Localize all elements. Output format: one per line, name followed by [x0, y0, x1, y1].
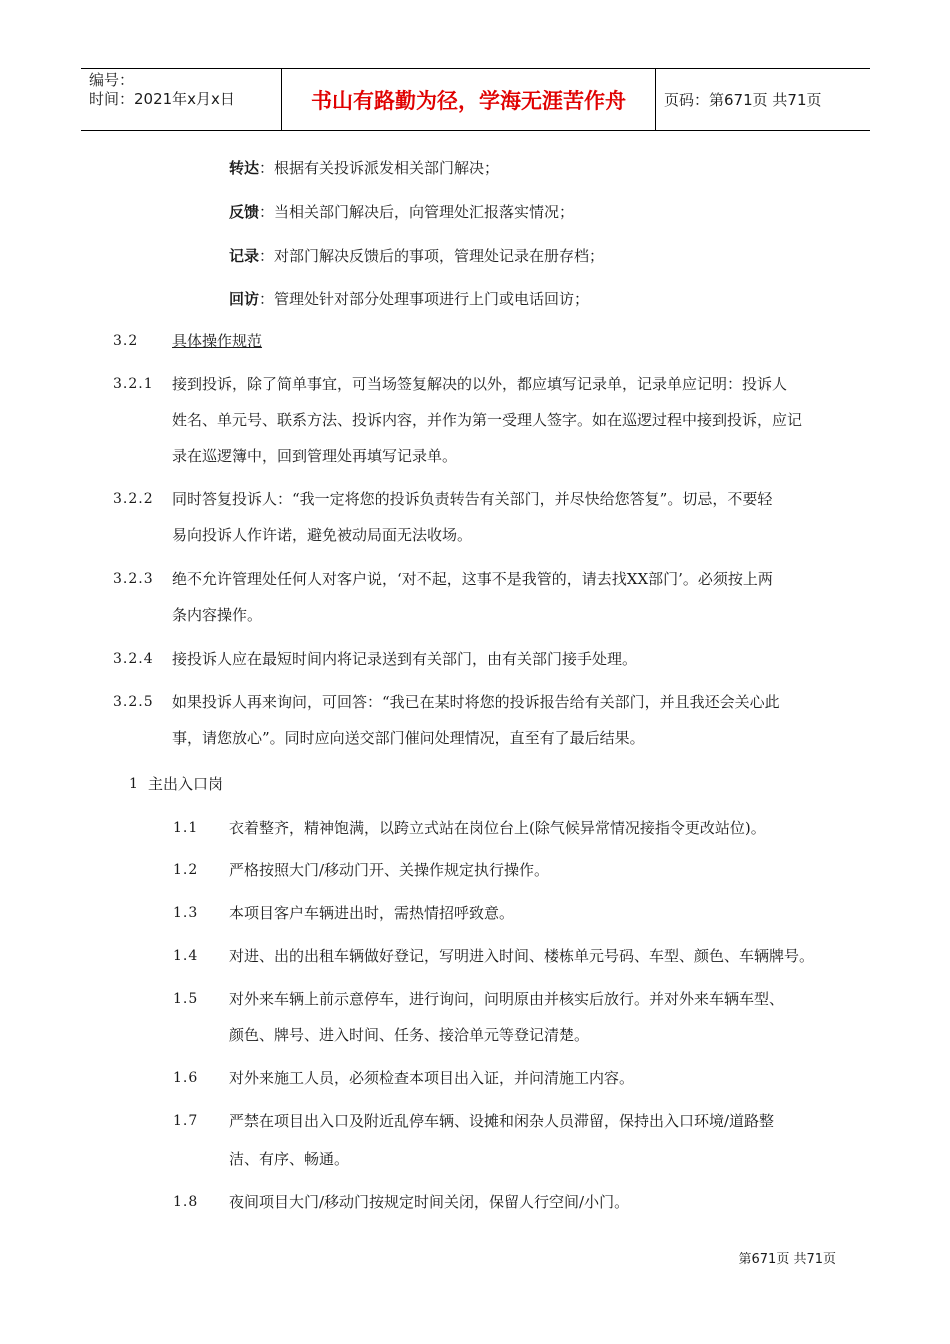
header-meta	[89, 71, 235, 109]
section-title: 具体操作规范	[172, 332, 263, 350]
item-text: 事，请您放心”。同时应向送交部门催问处理情况，直至有了最后结果。	[172, 729, 645, 747]
item-number: 1.2	[173, 862, 199, 878]
item-number: 3.2.3	[113, 571, 154, 587]
item-text: 对外来车辆上前示意停车，进行询问，问明原由并核实后放行。并对外来车辆车型、	[229, 990, 785, 1008]
item-number: 1.6	[173, 1070, 199, 1086]
item-text: 严格按照大门/移动门开、关操作规定执行操作。	[229, 861, 550, 879]
header-motto: 书山有路勤为径，学海无涯苦作舟	[311, 88, 626, 113]
intro-line	[229, 289, 589, 309]
section-number: 3.2	[113, 333, 139, 349]
item-text: 对进、出的出租车辆做好登记，写明进入时间、楼栋单元号码、车型、颜色、车辆牌号。	[229, 947, 815, 965]
item-number: 1.1	[173, 820, 199, 836]
item-text: 姓名、单元号、联系方法、投诉内容，并作为第一受理人签字。如在巡逻过程中接到投诉，应记	[172, 411, 803, 429]
item-number: 1.8	[173, 1194, 199, 1210]
section-number: 1	[129, 776, 139, 792]
intro-line	[229, 158, 499, 178]
item-number: 1.4	[173, 948, 199, 964]
header-page-label: 页码：第671页 共71页	[664, 91, 822, 109]
section-title: 主出入口岗	[148, 775, 224, 793]
item-text: 接投诉人应在最短时间内将记录送到有关部门，由有关部门接手处理。	[172, 650, 638, 668]
item-text: 接到投诉，除了简单事宜，可当场签复解决的以外，都应填写记录单，记录单应记明：投诉人	[172, 375, 788, 393]
intro-term: 记录	[229, 247, 260, 265]
item-text: 录在巡逻簿中，回到管理处再填写记录单。	[172, 447, 458, 465]
item-text: 条内容操作。	[172, 606, 263, 624]
time-label: 时间：2021年x月x日	[89, 90, 235, 108]
intro-term: 回访	[229, 290, 260, 308]
item-text: 易向投诉人作许诺，避免被动局面无法收场。	[172, 526, 473, 544]
intro-line	[229, 246, 604, 266]
page-header	[81, 68, 870, 131]
intro-text: ：当相关部门解决后，向管理处汇报落实情况；	[259, 203, 575, 221]
item-text: 本项目客户车辆进出时，需热情招呼致意。	[229, 904, 515, 922]
intro-line	[229, 202, 574, 222]
intro-term: 反馈	[229, 203, 260, 221]
intro-text: ：管理处针对部分处理事项进行上门或电话回访；	[259, 290, 590, 308]
page-footer: 第671页 共71页	[738, 1252, 836, 1267]
item-text: 严禁在项目出入口及附近乱停车辆、设摊和闲杂人员滞留，保持出入口环境/道路整	[229, 1112, 775, 1130]
item-text: 颜色、牌号、进入时间、任务、接洽单元等登记清楚。	[229, 1026, 590, 1044]
item-number: 1.7	[173, 1113, 199, 1129]
item-number: 3.2.2	[113, 491, 154, 507]
item-number: 1.3	[173, 905, 199, 921]
item-number: 3.2.4	[113, 651, 154, 667]
intro-text: ：对部门解决反馈后的事项，管理处记录在册存档；	[259, 247, 605, 265]
item-text: 对外来施工人员，必须检查本项目出入证，并问清施工内容。	[229, 1069, 635, 1087]
intro-text: ：根据有关投诉派发相关部门解决；	[259, 159, 500, 177]
item-text: 如果投诉人再来询问，可回答：“我已在某时将您的投诉报告给有关部门，并且我还会关心此	[172, 693, 780, 711]
item-text: 洁、有序、畅通。	[229, 1150, 350, 1168]
item-text: 绝不允许管理处任何人对客户说，‘对不起，这事不是我管的，请去找XX部门’。必须按上两	[172, 570, 773, 588]
item-text: 同时答复投诉人：“我一定将您的投诉负责转告有关部门，并尽快给您答复”。切忌，不要轻	[172, 490, 773, 508]
item-number: 3.2.5	[113, 694, 154, 710]
item-number: 3.2.1	[113, 376, 154, 392]
intro-term: 转达	[229, 159, 260, 177]
code-label: 编号：	[89, 71, 135, 89]
item-text: 衣着整齐，精神饱满，以跨立式站在岗位台上(除气候异常情况接指令更改站位)。	[229, 819, 766, 837]
header-divider	[655, 69, 656, 130]
item-text: 夜间项目大门/移动门按规定时间关闭，保留人行空间/小门。	[229, 1193, 630, 1211]
item-number: 1.5	[173, 991, 199, 1007]
